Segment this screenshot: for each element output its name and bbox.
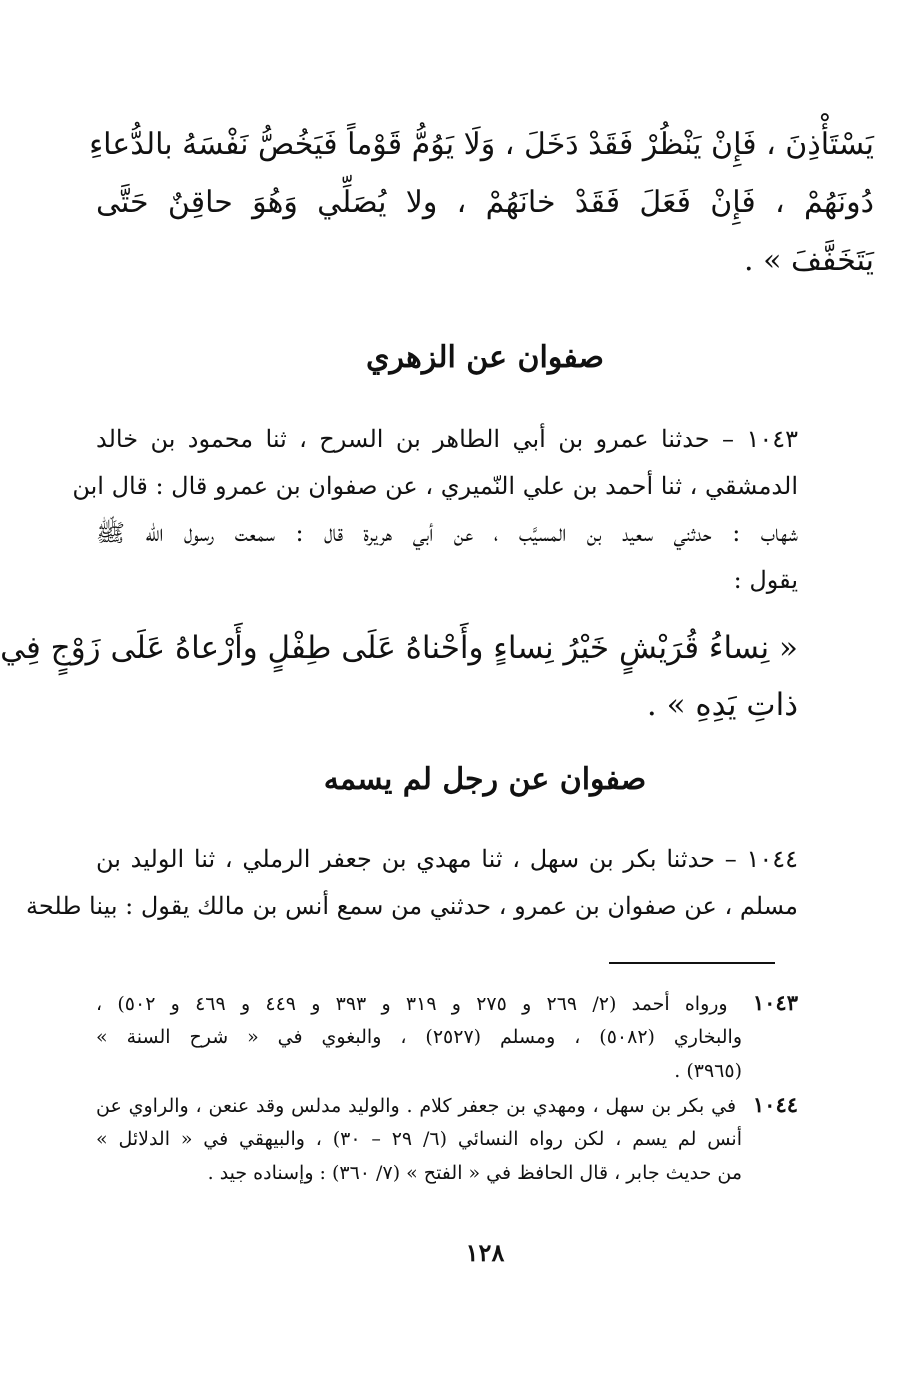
body-line: شهاب : حدثني سعيد بن المسيَّب ، عن أبي هريرة قال : سمعت رسول الله ﷺ: [96, 519, 798, 547]
footnote-separator: [609, 962, 775, 964]
hadith-1043-text: [72, 416, 799, 604]
body-line: ١٠٤٣ – حدثنا عمرو بن أبي الطاهر بن السرح ، ثنا محمود بن خالد: [96, 425, 799, 453]
body-line: يقول :: [733, 566, 798, 594]
quote-line: يَسْتَأْذِنَ ، فَإِنْ يَنْظُرْ فَقَدْ دَخَلَ ، وَلَا يَوُمُّ قَوْماً فَيَخُصُّ نَفْسَهُ بالدُّعاءِ: [89, 127, 874, 162]
section-heading: صفوان عن الزهري: [365, 340, 605, 375]
quote-continuation: [89, 116, 874, 290]
quote-line: « نِساءُ قُرَيْشٍ خَيْرُ نِساءٍ وأَحْناهُ عَلَى طِفْلٍ وأَرْعاهُ عَلَى زَوْجٍ فِي: [0, 630, 798, 666]
footnote-1044: [96, 1088, 798, 1190]
footnote-text: والبخاري (٥٠٨٢) ، ومسلم (٢٥٢٧) ، والبغوي في « شرح السنة »: [96, 1026, 742, 1048]
hadith-1044-text: [26, 836, 798, 930]
footnote-text: في بكر بن سهل ، ومهدي بن جعفر كلام . والوليد مدلس وقد عنعن ، والراوي عن: [96, 1095, 737, 1117]
body-line: الدمشقي ، ثنا أحمد بن علي النّميري ، عن صفوان بن عمرو قال : قال ابن: [72, 472, 798, 500]
footnotes: [96, 986, 798, 1190]
footnote-number: ١٠٤٤: [752, 1092, 799, 1117]
quote-line: دُونَهُمْ ، فَإِنْ فَعَلَ فَقَدْ خانَهُمْ ، ولا يُصَلِّي وَهُوَ حاقِنٌ حَتَّى: [96, 185, 874, 220]
quote-line: يَتَخَفَّفَ » .: [744, 243, 874, 278]
footnote-1043: [96, 986, 798, 1088]
body-line: ١٠٤٤ – حدثنا بكر بن سهل ، ثنا مهدي بن جعفر الرملي ، ثنا الوليد بن: [96, 845, 798, 873]
footnote-text: من حديث جابر ، قال الحافظ في « الفتح » (٧/ ٣٦٠) : وإسناده جيد .: [207, 1162, 742, 1184]
body-line: مسلم ، عن صفوان بن عمرو ، حدثني من سمع أنس بن مالك يقول : بينا طلحة: [26, 892, 798, 920]
section-heading: صفوان عن رجل لم يسمه: [323, 762, 647, 797]
hadith-1043-quote: [0, 620, 798, 734]
page-number: ١٢٨: [465, 1238, 505, 1267]
footnote-text: أنس لم يسم ، لكن رواه النسائي (٦/ ٢٩ – ٣٠) ، والبيهقي في « الدلائل »: [96, 1128, 742, 1150]
footnote-text: (٣٩٦٥) .: [674, 1060, 742, 1082]
footnote-text: ورواه أحمد (٢/ ٢٦٩ و ٢٧٥ و ٣١٩ و ٣٩٣ و ٤٤٩ و ٤٦٩ و ٥٠٢) ،: [96, 993, 728, 1015]
quote-line: ذاتِ يَدِهِ » .: [646, 687, 798, 723]
footnote-number: ١٠٤٣: [752, 990, 798, 1015]
